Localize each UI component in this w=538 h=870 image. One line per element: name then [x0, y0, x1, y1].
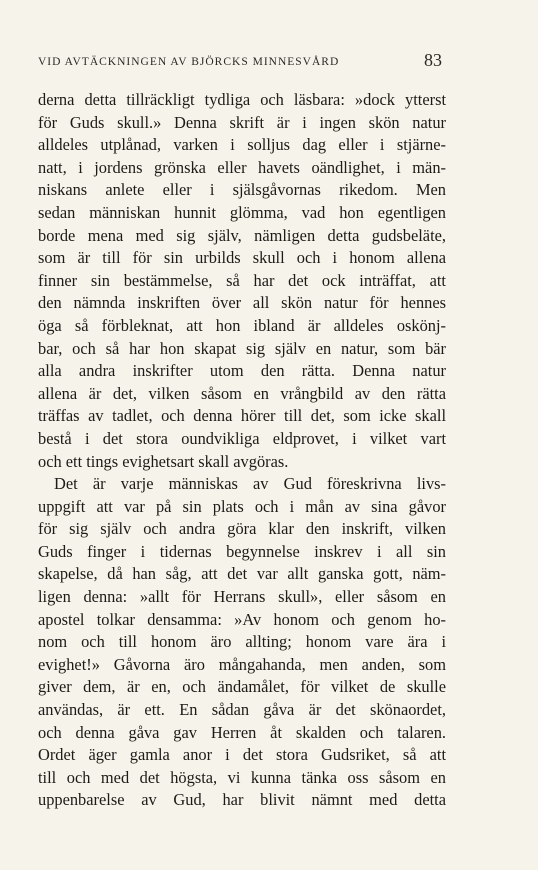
text-line: ligen denna: »allt för Herrans skull», eller såsom en [38, 587, 446, 607]
page-header [38, 56, 444, 68]
paragraph-start-line: Det är varje människas av Gud föreskrivna livs- [54, 474, 446, 494]
text-line: natt, i jordens grönska eller havets oändlighet, i män- [38, 157, 446, 177]
text-line: sedan människan hunnit glömma, vad hon egentligen [38, 202, 446, 222]
text-line: som är till för sin urbilds skull och i honom allena [38, 248, 446, 268]
text-line: alla andra inskrifter utom den rätta. Denna natur [38, 361, 446, 381]
text-line: derna detta tillräckligt tydliga och läsbara: »dock ytterst [38, 90, 446, 109]
text-line: för Guds skull.» Denna skrift är i ingen skön natur [38, 112, 446, 132]
text-line: finner sin bestämmelse, så har det ock inträffat, att [38, 270, 446, 290]
body-text [38, 89, 446, 812]
text-line: uppenbarelse av Gud, har blivit nämnt med detta [38, 790, 446, 810]
text-line: niskans anlete eller i själsgåvornas rikedom. Men [38, 180, 446, 200]
text-line: evighet!» Gåvorna äro mångahanda, men anden, som [38, 654, 446, 674]
page-number: 83 [424, 50, 442, 70]
text-line: skapelse, då han såg, att det var allt ganska gott, näm- [38, 564, 446, 584]
text-line: borde mena med sig själv, nämligen detta gudsbeläte, [38, 225, 446, 245]
text-line: träffas av tadlet, och denna hörer till det, som icke skall [38, 406, 446, 426]
text-line: bar, och så har hon skapat sig själv en natur, som bär [38, 338, 446, 358]
paragraph-end-line: och ett tings evighetsart skall avgöras. [38, 451, 289, 471]
text-line: Ordet äger gamla anor i det stora Gudsriket, så att [38, 745, 446, 765]
text-line: allena är det, vilken såsom en vrångbild av den rätta [38, 383, 446, 403]
text-line: apostel tolkar densamma: »Av honom och genom ho- [38, 609, 446, 629]
text-line: nom och till honom äro allting; honom vare ära i [38, 632, 446, 652]
text-line: Guds finger i tidernas begynnelse inskrev i all sin [38, 541, 446, 561]
text-line: och denna gåva gav Herren åt skalden och talaren. [38, 722, 446, 742]
text-line: användas, är ett. En sådan gåva är det skönaordet, [38, 700, 446, 720]
running-head: VID AVTÄCKNINGEN AV BJÖRCKS MINNESVÅRD [38, 56, 340, 68]
text-line: alldeles utplånad, varken i solljus dag eller i stjärne- [38, 135, 446, 155]
text-line: den nämnda inskriften över all skön natur för hennes [38, 293, 446, 313]
text-line: uppgift att var på sin plats och i mån av sina gåvor [38, 496, 446, 516]
text-line: giver dem, är en, och ändamålet, för vilket de skulle [38, 677, 446, 697]
text-line: till och med det högsta, vi kunna tänka oss såsom en [38, 767, 446, 787]
text-line: bestå i det stora oundvikliga eldprovet, i vilket vart [38, 428, 446, 448]
text-line: öga så förbleknat, att hon ibland är alldeles oskönj- [38, 315, 446, 335]
text-line: för sig själv och andra göra klar den inskrift, vilken [38, 519, 446, 539]
